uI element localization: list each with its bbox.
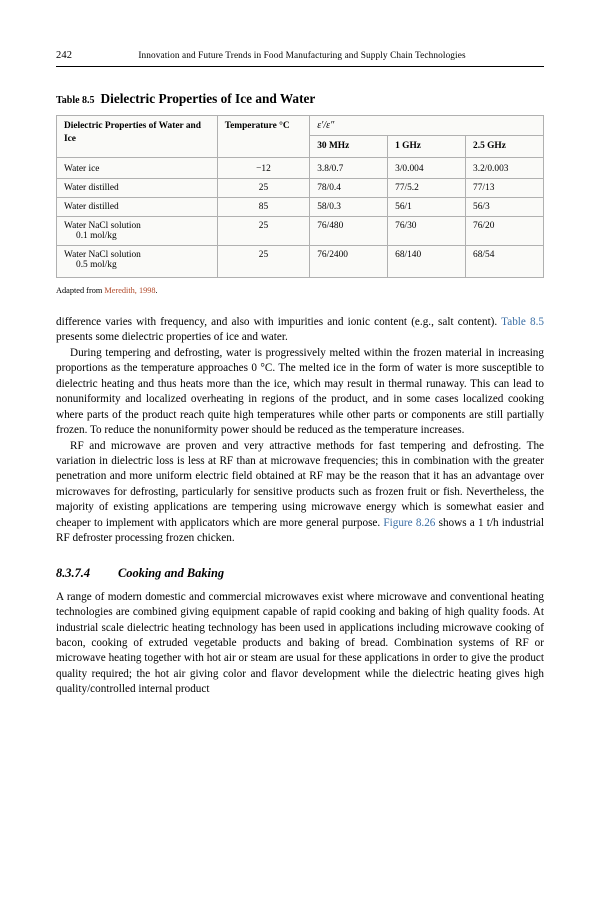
cell-30mhz: 76/480 [310,216,388,245]
cell-temperature: 25 [217,216,310,245]
table-row [57,197,544,216]
figure-cross-reference[interactable]: Figure 8.26 [383,516,436,529]
col-header-temperature: Temperature °C [217,116,310,158]
cell-1ghz: 68/140 [388,245,466,277]
cell-1ghz: 77/5.2 [388,178,466,197]
cell-1ghz: 3/0.004 [388,157,466,178]
cell-temperature: 25 [217,178,310,197]
table-row [57,216,544,245]
section-title: Cooking and Baking [118,565,225,580]
cell-material: Water distilled [57,178,218,197]
cell-material [57,245,218,277]
section-number: 8.3.7.4 [56,565,91,580]
cell-25ghz: 76/20 [466,216,544,245]
cell-material [57,216,218,245]
cell-temperature: 85 [217,197,310,216]
table-number: Table 8.5 [56,95,95,106]
subheader-1ghz: 1 GHz [388,136,466,158]
paragraph-3-text-a: RF and microwave are proven and very attractive methods for fast tempering and defrosting. The variation in dielectric loss is less at RF than at microwave frequencies; this in combination with the greater penetration and more uniform electric field obtained at RF may be the reason that it has an advantage over microwaves for defrosting, particularly for sensitive products such as frozen fruit or fish. Nevertheless, the majority of existing applications are tempering using microwave energy which is somewhat easier and cheaper to implement with applicators which are more general purpose. [56,439,544,529]
cell-material-line1: Water NaCl solution [64,220,141,231]
table-caption [56,89,544,108]
cell-material-line2: 0.1 mol/kg [76,230,117,241]
paragraph-4: A range of modern domestic and commercial microwaves exist where microwave and conventional heating technologies are combined giving equipment capable of rapid cooking and baking of high quality foods. At industrial scale dielectric heating technology has been used in applications including microwave cooking of bacon, cooking of extruded vegetable products and baking of bread. Combination systems of RF or microwave heating together with hot air or steam are usual for these applications in order to give the product quality required; the hot air giving color and flavor development while the dielectric heating gives high quality/controlled internal product [56,590,544,696]
cell-25ghz: 56/3 [466,197,544,216]
cell-30mhz: 58/0.3 [310,197,388,216]
cell-25ghz: 77/13 [466,178,544,197]
cell-material-line1: Water NaCl solution [64,249,141,260]
cell-1ghz: 76/30 [388,216,466,245]
cell-temperature: −12 [217,157,310,178]
cell-1ghz: 56/1 [388,197,466,216]
cell-30mhz: 78/0.4 [310,178,388,197]
table-title: Dielectric Properties of Ice and Water [100,91,316,106]
subheader-30mhz: 30 MHz [310,136,388,158]
table-row [57,157,544,178]
paragraph-1-text-a: difference varies with frequency, and also with impurities and ionic content (e.g., salt content). [56,315,502,328]
table-header-row [57,116,544,136]
table-source-note [56,286,544,295]
dielectric-properties-table [56,115,544,278]
cell-30mhz: 3.8/0.7 [310,157,388,178]
paragraph-3-text-b: shows a 1 t/h industrial RF defroster processing frozen chicken. [56,516,545,545]
subheader-25ghz: 2.5 GHz [466,136,544,158]
source-prefix: Adapted from [56,285,105,295]
cell-30mhz: 76/2400 [310,245,388,277]
col-header-epsilon: ε′/ε″ [310,116,544,136]
page-number: 242 [56,50,73,61]
cell-material: Water ice [57,157,218,178]
cell-material-line2: 0.5 mol/kg [76,259,117,270]
running-head [56,50,544,67]
cell-25ghz: 68/54 [466,245,544,277]
paragraph-1-text-b: presents some dielectric properties of ice and water. [56,331,288,344]
paragraph-3 [56,439,544,547]
table-row [57,245,544,277]
cell-25ghz: 3.2/0.003 [466,157,544,178]
cell-temperature: 25 [217,245,310,277]
table-row [57,178,544,197]
cell-material: Water distilled [57,197,218,216]
paragraph-2: During tempering and defrosting, water is progressively melted within the frozen material in increasing proportions as the temperature approaches 0 °C. The melted ice in the form of water is more susceptible to dielectric heating and thus heats more than the ice, which may result in thermal runaway. This can lead to nonuniformity and localized overheating in regions of the product, and in some cases localized cooking where parts of the product reach quite high temperatures while other parts or components are still partially frozen. To reduce the nonuniformity power should be reduced as the temperature increases. [56,346,544,437]
source-suffix: . [155,285,158,295]
col-header-material: Dielectric Properties of Water and Ice [57,116,218,158]
table-cross-reference[interactable]: Table 8.5 [501,315,545,328]
section-heading [56,566,544,581]
book-title: Innovation and Future Trends in Food Manufacturing and Supply Chain Technologies [138,51,466,61]
source-citation-link[interactable]: Meredith, 1998 [104,285,156,295]
paragraph-1 [56,315,544,346]
